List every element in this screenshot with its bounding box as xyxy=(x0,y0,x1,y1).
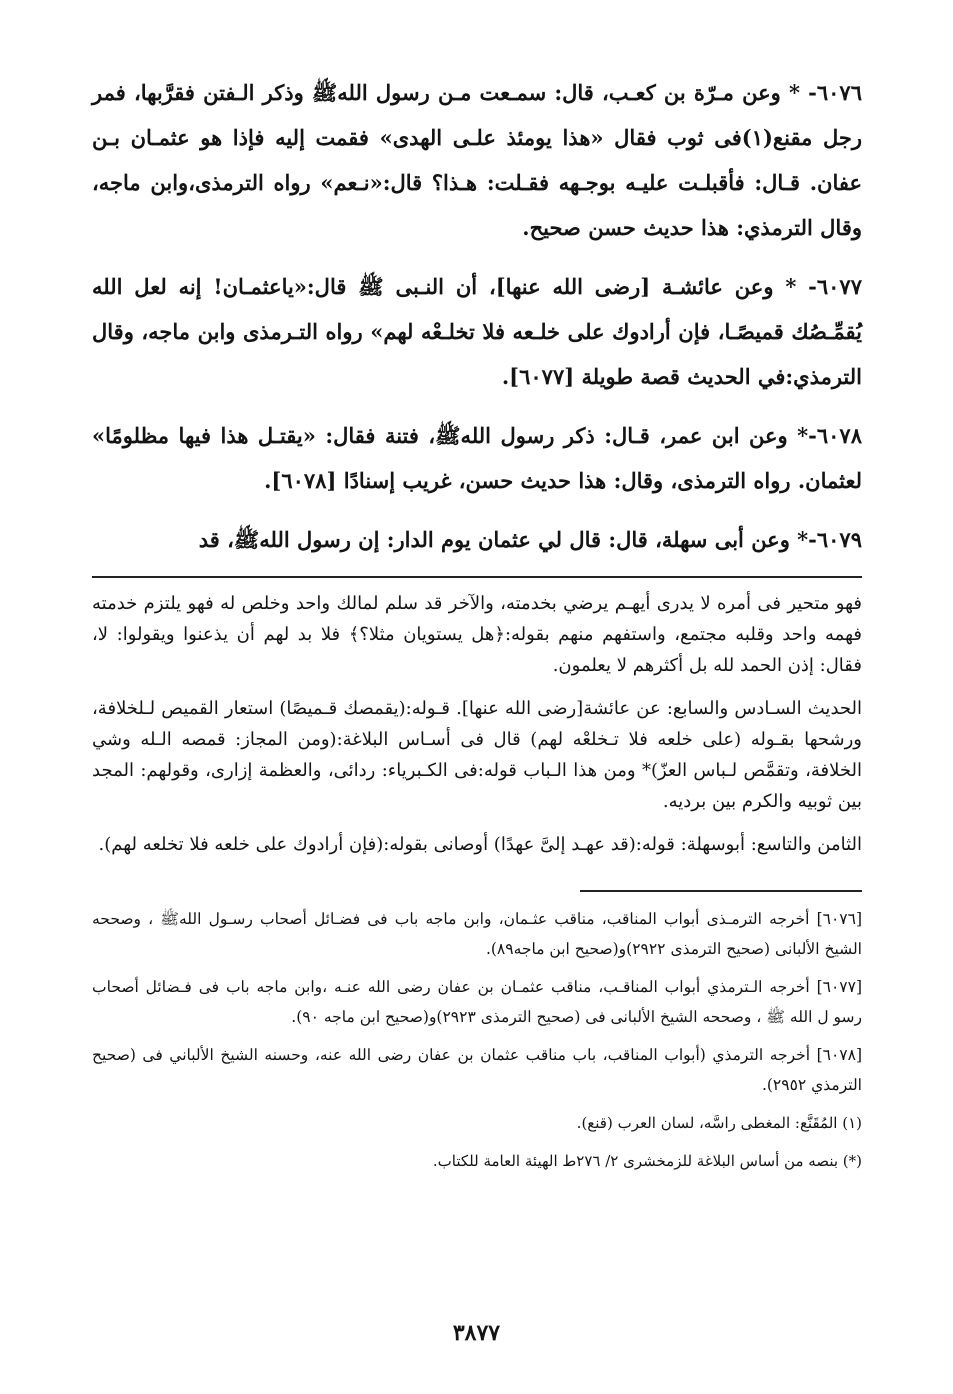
hadith-6076: ٦٠٧٦- * وعن مـرّة بن كعـب، قال: سمـعت مـن رسول اللهﷺ وذكر الـفتن فقرَّبها، فمر رجل مقنع(١)فى ثوب فقال «هذا يومئذ علـى الهدى» فقمت إليه فإذا هو عثمـان بـن عفان. قـال: فأقبلـت عليـه بوجـهه فقـلت: هـذا؟ قال:«نـعم» رواه الترمذى،وابن ماجه، وقال الترمذي: هذا حديث حسن صحيح. xyxy=(92,80,862,240)
commentary-paragraph: فهو متحير فى أمره لا يدرى أيهـم يرضي بخدمته، والآخر قد سلم لمالك واحد وخلص له فهو يلتزم خدمته فهمه واحد وقلبه مجتمع، واستفهم منهم بقوله:﴿هل يستويان مثلا؟﴾ فلا بد لهم أن يذعنوا ويقولوا: لا، فقال: إذن الحمد لله بل أكثرهم لا يعلمون. xyxy=(92,593,862,676)
hadith-6077: ٦٠٧٧- * وعن عائشـة [رضى الله عنها]، أن النـبى ﷺ قال:«ياعثمـان! إنه لعل الله يُقمِّـصُك قميصًـا، فإن أرادوك على خلـعه فلا تخلـعْه لهم» رواه التـرمذى وابن ماجه، وقال الترمذي:في الحديث قصة طويلة [٦٠٧٧]. xyxy=(92,274,862,389)
commentary-paragraph: الحديث السـادس والسابع: عن عائشة[رضى الله عنها]. قـوله:(يقمصك قـميصًا) استعار القميص لـلخلافة، ورشحها بقـوله (على خلعه فلا تـخلعْه لهم) قال فى أسـاس البلاغة:(ومن المجاز: قمصه الـله وشي الخلافة، وتقمَّص لـباس العزّ)* ومن هذا الـباب قوله:فى الكـبرياء: ردائى، والعظمة إزارى، وقولهم: المجد بين ثوبيه والكرم بين برديه. xyxy=(92,698,862,812)
commentary-paragraph: الثامن والتاسع: أبوسهلة: قوله:(قد عهـد إلىَّ عهدًا) أوصانى بقوله:(فإن أرادوك على خلعه فلا تخلعه لهم). xyxy=(98,834,862,855)
footnote-6076: [٦٠٧٦] أخرجه الترمـذى أبواب المناقب، مناقب عثـمان، وابن ماجه باب فى فضـائل أصحاب رسـول اللهﷺ ، وصححه الشيخ الألبانى (صحيح الترمذى ٢٩٢٢)و(صحيح ابن ماجه٨٩). xyxy=(92,910,862,958)
page-body xyxy=(92,70,862,1184)
footnote-1: (١) المُقَنَّع: المغطى راسَّه، لسان العرب (قنع). xyxy=(576,1114,862,1132)
footnote-divider xyxy=(580,890,862,892)
commentary-divider xyxy=(92,576,862,578)
footnotes-section xyxy=(92,904,862,1176)
footnote-6077: [٦٠٧٧] أخرجه الـترمذي أبواب المناقـب، مناقب عثمـان بن عفان رضى الله عنـه ،وابن ماجه باب فى فـضائل أصحاب رسو ل الله ﷺ ، وصححه الشيخ الألبانى فى (صحيح الترمذى ٢٩٢٣)و(صحيح ابن ماجه ٩٠). xyxy=(92,978,862,1026)
page-number: ٣٨٧٧ xyxy=(452,1320,501,1346)
hadith-section xyxy=(92,70,862,562)
hadith-6079: ٦٠٧٩-* وعن أبى سهلة، قال: قال لي عثمان يوم الدار: إن رسول اللهﷺ، قد xyxy=(198,527,862,552)
footnote-star: (*) بنصه من أساس البلاغة للزمخشرى ٢/ ٢٧٦ط الهيئة العامة للكتاب. xyxy=(432,1152,862,1170)
commentary-section xyxy=(92,588,862,860)
hadith-6078: ٦٠٧٨-* وعن ابن عمر، قـال: ذكر رسول اللهﷺ، فتنة فقال: «يقتـل هذا فيها مظلومًا» لعثمان. رواه الترمذى، وقال: هذا حديث حسن، غريب إسنادًا [٦٠٧٨]. xyxy=(92,423,862,493)
footnote-6078: [٦٠٧٨] أخرجه الترمذي (أبواب المناقب، باب مناقب عثمان بن عفان رضى الله عنه، وحسنه الشيخ الألباني فى (صحيح الترمذي ٢٩٥٢). xyxy=(92,1046,862,1094)
